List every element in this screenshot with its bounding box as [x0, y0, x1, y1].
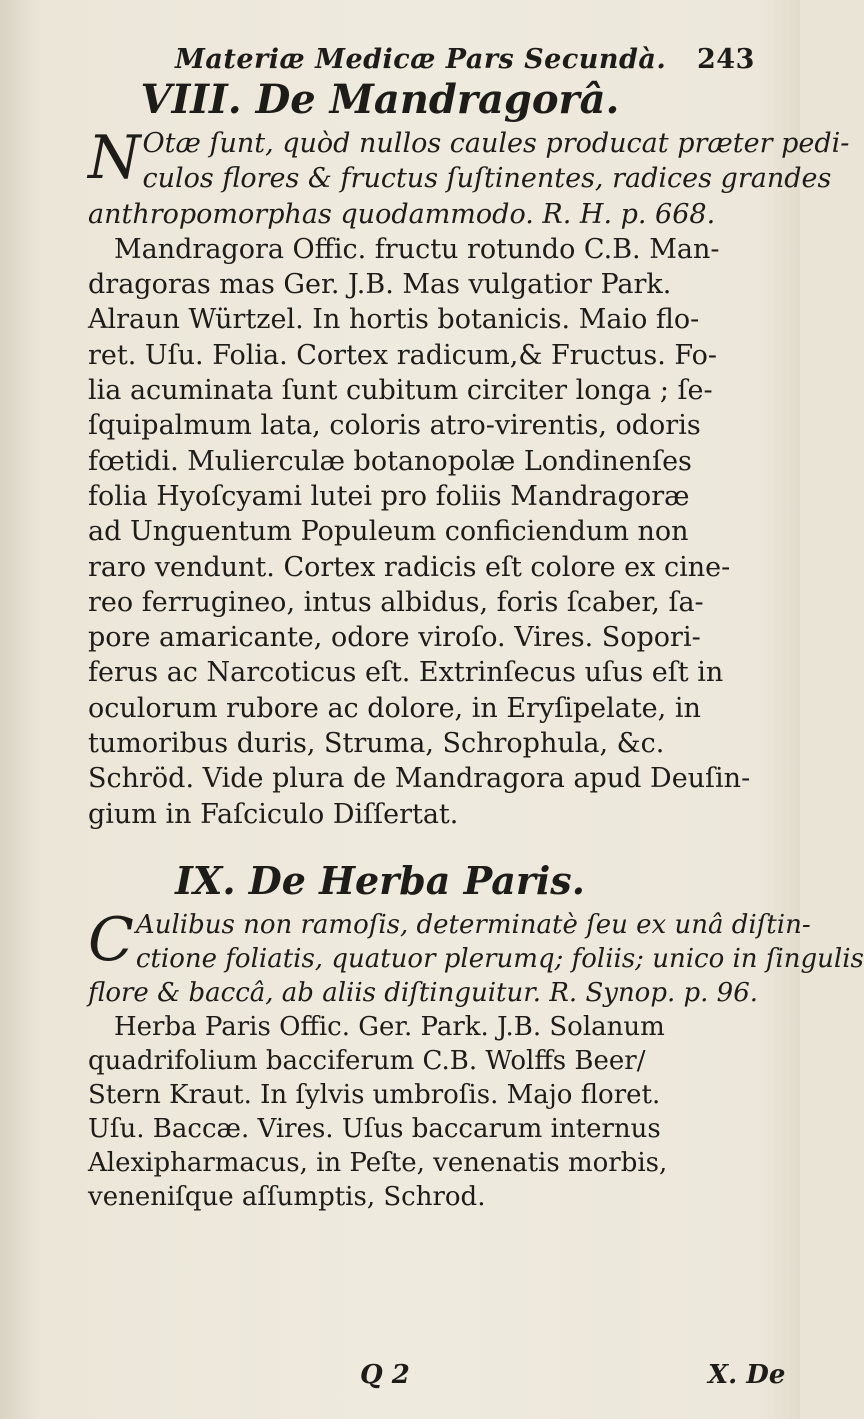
text-line: Uſu. Baccæ. Vires. Uſus baccarum internus [88, 1114, 661, 1144]
text-line: Otæ ſunt, quòd nullos caules producat præter pedi- [142, 128, 850, 159]
text-line: folia Hyoſcyami lutei pro foliis Mandragoræ [88, 480, 690, 512]
text-line: Schröd. Vide plura de Mandragora apud Deuſin- [88, 763, 751, 795]
running-head [175, 44, 775, 75]
text-line: Herba Paris Offic. Ger. Park. J.B. Solanum [114, 1012, 665, 1042]
text-line: flore & baccâ, ab aliis diſtinguitur. R. Synop. p. 96. [88, 978, 759, 1008]
text-line: ſquipalmum lata, coloris atro-virentis, odoris [88, 410, 701, 442]
catchword: X. De [708, 1360, 786, 1390]
text-line: Alraun Würtzel. In hortis botanicis. Maio flo- [88, 304, 700, 336]
section-body-herba-paris [88, 905, 864, 1214]
text-line: gium in Faſciculo Diſſertat. [88, 798, 459, 830]
drop-cap-c: C [88, 905, 134, 975]
text-line: ret. Uſu. Folia. Cortex radicum,& Fructus. Fo- [88, 339, 717, 371]
section-body-mandragora [88, 123, 850, 832]
text-line: ferus ac Narcoticus eſt. Extrinſecus uſus eſt in [88, 657, 724, 689]
signature-mark: Q 2 [360, 1360, 410, 1390]
section-heading-herba-paris: IX. De Herba Paris. [175, 858, 585, 903]
text-line: Alexipharmacus, in Peſte, venenatis morbis, [88, 1148, 668, 1178]
section-heading-mandragora: VIII. De Mandragorâ. [140, 76, 620, 123]
text-line: ad Unguentum Populeum conficiendum non [88, 516, 689, 548]
text-line: anthropomorphas quodammodo. R. H. p. 668. [88, 198, 716, 230]
text-line: lia acuminata ſunt cubitum circiter longa ; ſe- [88, 375, 713, 407]
text-line: dragoras mas Ger. J.B. Mas vulgatior Park. [88, 269, 672, 301]
text-line: Mandragora Offic. fructu rotundo C.B. Man- [114, 233, 720, 265]
running-title: Materiæ Medicæ Pars Secundà. [175, 44, 667, 75]
text-line: reo ferrugineo, intus albidus, foris ſcaber, ſa- [88, 586, 704, 618]
text-line: fœtidi. Mulierculæ botanopolæ Londinenſes [88, 445, 692, 477]
text-line: culos flores & fructus ſuſtinentes, radices grandes [142, 163, 832, 195]
page-number: 243 [697, 44, 755, 75]
drop-cap-n: N [88, 123, 141, 193]
text-line: quadrifolium bacciferum C.B. Wolffs Beer/ [88, 1046, 646, 1076]
text-line: raro vendunt. Cortex radicis eſt colore ex cine- [88, 551, 731, 583]
text-line: Aulibus non ramoſis, determinatè ſeu ex unâ diſtin- [135, 910, 811, 940]
text-line: oculorum rubore ac dolore, in Eryſipelate, in [88, 692, 701, 724]
text-line: Stern Kraut. In ſylvis umbroſis. Majo floret. [88, 1080, 661, 1110]
text-line: veneniſque aſſumptis, Schrod. [88, 1182, 486, 1212]
text-line: ctione foliatis, quatuor plerumq; foliis; unico in ſingulis [135, 944, 864, 974]
text-line: pore amaricante, odore viroſo. Vires. Sopori- [88, 622, 701, 654]
text-line: tumoribus duris, Struma, Schrophula, &c. [88, 728, 665, 760]
